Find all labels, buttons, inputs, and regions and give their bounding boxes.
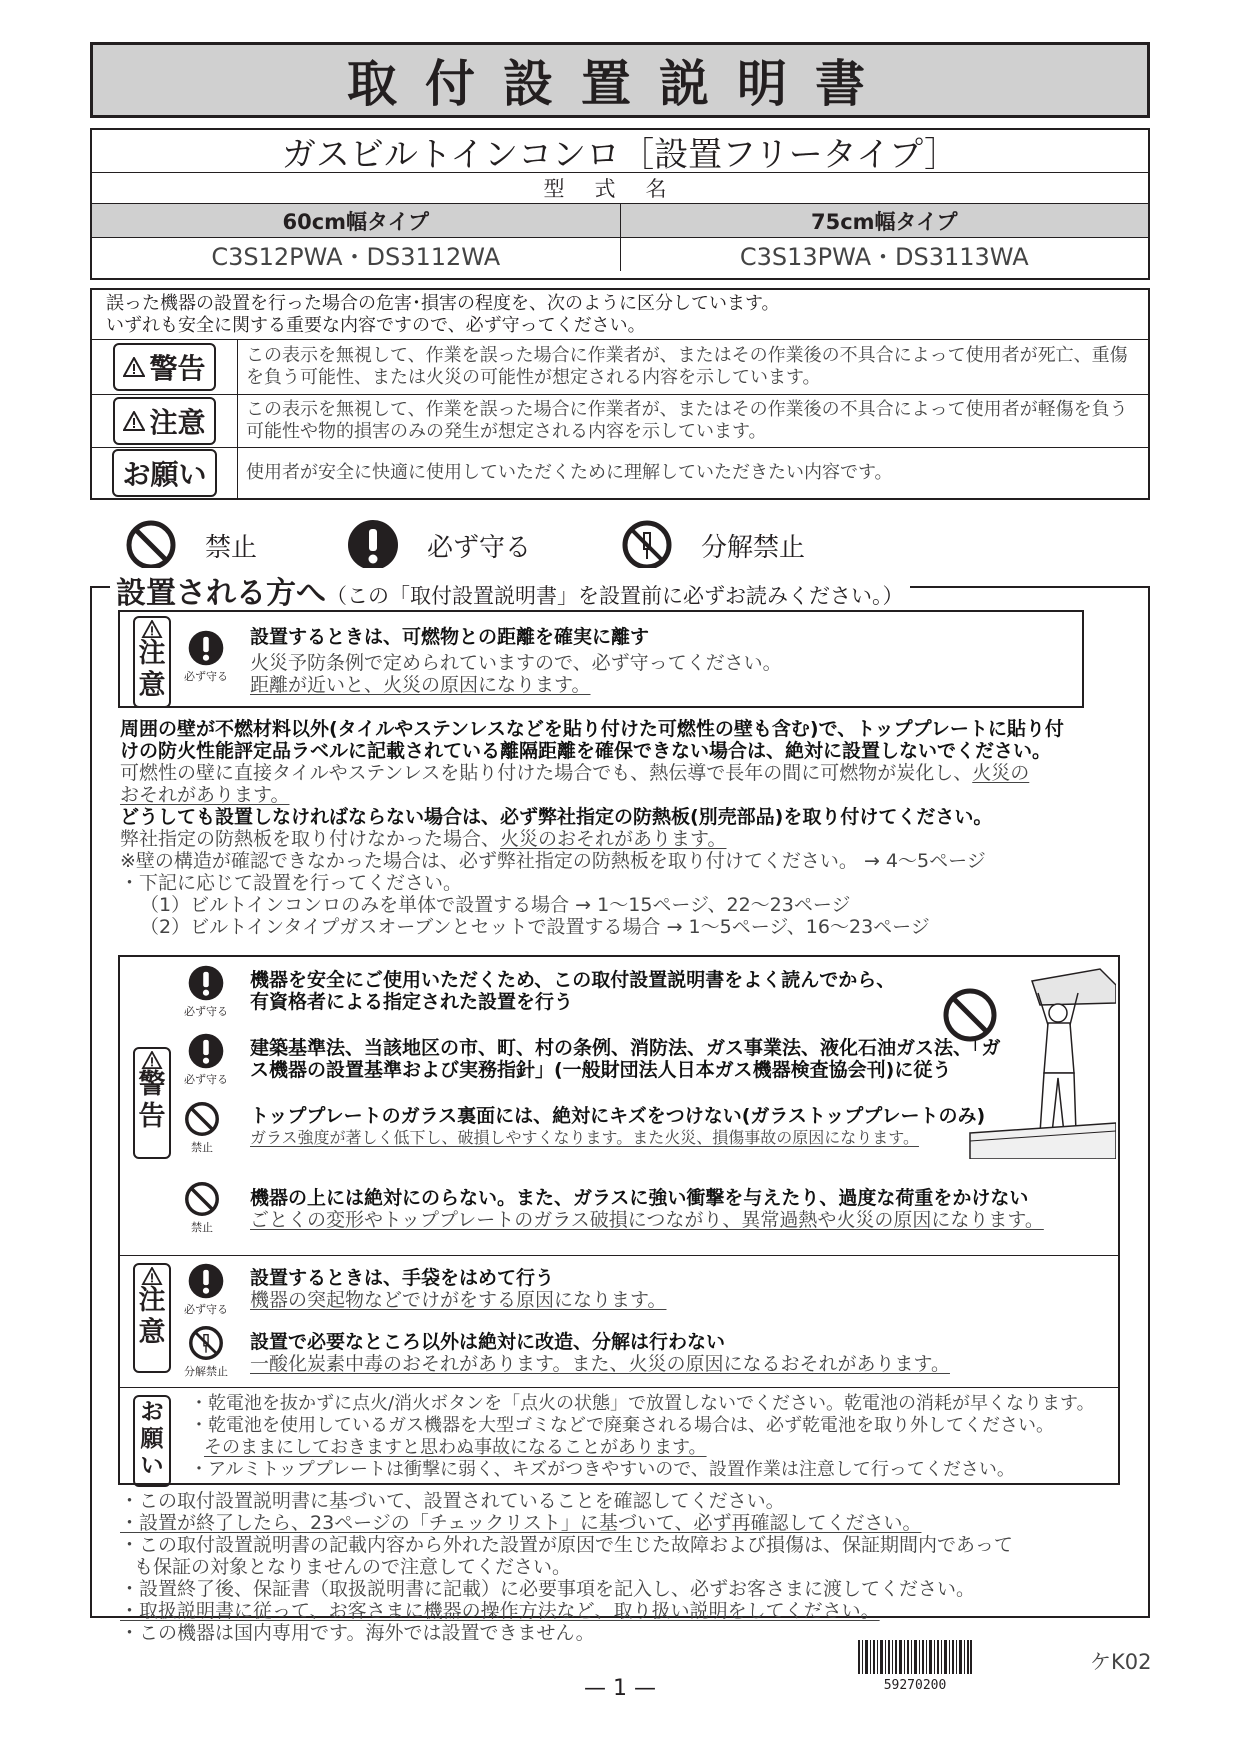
warning-item-4-line1: 機器の上には絶対にのらない。また、ガラスに強い衝撃を与えたり、過度な荷重をかけない (250, 1187, 1029, 1209)
page-number: — 1 — (584, 1676, 656, 1701)
icon-caption: 分解禁止 (184, 1365, 228, 1378)
warning-description: この表示を無視して、作業を誤った場合に作業者が、またはその作業後の不具合によって使用者が死亡、重傷を負う可能性、または火災の可能性が想定される内容を示しています。 (246, 345, 1128, 388)
divider (120, 1387, 1118, 1388)
type-60-models: C3S12PWA・DS3112WA (92, 238, 621, 271)
label-char: 注 (138, 1285, 166, 1316)
wall-note: ※壁の構造が確認できなかった場合は、必ず弊社指定の防熱板を取り付けてください。 → 4〜5ページ (120, 850, 986, 872)
prohibited-icon (184, 1181, 220, 1217)
request-label: お願い (112, 449, 216, 497)
wall-bold-line2: けの防火性能評定品ラベルに記載されている離隔距離を確保できない場合は、絶対に設置しないでください。 (120, 740, 1052, 762)
legend-intro-line2: いずれも安全に関する重要な内容ですので、必ず守ってください。 (106, 315, 646, 336)
note-item: ・設置終了後、保証書（取扱説明書に記載）に必要事項を記入し、必ずお客さまに渡してください。 (120, 1578, 976, 1600)
note-item: ・設置が終了したら、23ページの「チェックリスト」に基づいて、必ず再確認してください。 (120, 1512, 922, 1534)
legend-intro-line1: 誤った機器の設置を行った場合の危害･損害の程度を、次のように区分しています。 (106, 293, 780, 314)
request-description: 使用者が安全に快適に使用していただくために理解していただきたい内容です。 (246, 462, 893, 483)
warning-item-1 (250, 969, 970, 1013)
caution-triangle-icon (141, 620, 163, 638)
legend-caution-row (92, 395, 1148, 448)
note-item: ・この取付設置説明書に基づいて、設置されていることを確認してください。 (120, 1490, 785, 1512)
wall-gray-line1-text: 可燃性の壁に直接タイルやステンレスを貼り付けた場合でも、熱伝導で長年の間に可燃物が炭化し、 (120, 762, 973, 784)
request-line4: ・アルミトッププレートは衝撃に弱く、キズがつきやすいので、設置作業は注意して行ってください。 (190, 1459, 1015, 1480)
warning-item-3-icon (184, 1101, 220, 1155)
prohibited-icon (184, 1101, 220, 1137)
symbol-prohibited (125, 519, 257, 571)
caution-vertical-label (133, 1263, 171, 1373)
caution-triangle-icon (141, 1267, 163, 1285)
label-char: お (140, 1399, 164, 1425)
caution-item-1-icon (184, 1263, 228, 1317)
warning-triangle-icon (141, 1051, 163, 1069)
symbol-prohibited-label: 禁止 (205, 532, 258, 563)
note-item: ・この機器は国内専用です。海外では設置できません。 (120, 1622, 595, 1644)
legend-request-row (92, 448, 1148, 498)
barcode-graphic (858, 1640, 972, 1674)
wall-case2: （2）ビルトインタイプガスオーブンとセットで設置する場合 → 1〜5ページ、16〜23ページ (140, 916, 930, 938)
caution-vertical-label (133, 616, 171, 708)
legend-intro (92, 290, 1148, 340)
mandatory-icon (188, 1033, 224, 1069)
warning-item-4-line2: ごとくの変形やトッププレートのガラス破損につながり、異常過熱や火災の原因になります。 (250, 1209, 1044, 1231)
barcode-number: 59270200 (883, 1678, 947, 1693)
warning-label (113, 343, 215, 391)
caution-distance-box (118, 610, 1084, 708)
document-code: ケK02 (1090, 1650, 1152, 1674)
closing-notes (120, 1490, 1140, 1644)
symbol-no-disassembly (621, 519, 805, 571)
caution-label-text: 注意 (149, 406, 206, 439)
caution-distance-heading: 設置するときは、可燃物との距離を確実に離す (250, 626, 650, 648)
icon-caption: 禁止 (191, 1221, 213, 1234)
wall-follow: ・下記に応じて設置を行ってください。 (120, 872, 463, 894)
icon-caption: 必ず守る (184, 1073, 228, 1086)
request-line2: ・乾電池を使用しているガス機器を大型ゴミなどで廃棄される場合は、必ず乾電池を取り外してください。 (190, 1415, 1054, 1436)
type-60-label: 60cm幅タイプ (92, 204, 621, 237)
type-75-label: 75cm幅タイプ (810, 209, 958, 234)
label-char: 意 (138, 670, 166, 701)
warning-label-text: 警告 (149, 352, 206, 385)
wall-bold-line3: どうしても設置しなければならない場合は、必ず弊社指定の防熱板(別売部品)を取り付けてください。 (120, 806, 993, 828)
no-disassembly-icon (621, 519, 673, 571)
wall-gray-line1-underlined: 火災の (972, 762, 1030, 784)
warning-item-2-line1: 建築基準法、当該地区の市、町、村の条例、消防法、ガス事業法、液化石油ガス法、「ガ (250, 1037, 1001, 1059)
caution-distance-text (250, 626, 1070, 696)
no-standing-on-cooktop-illustration (940, 963, 1116, 1159)
symbol-legend (125, 518, 1025, 572)
caution-item-1-line1: 設置するときは、手袋をはめて行う (250, 1267, 555, 1289)
caution-label (113, 397, 215, 445)
legend-warning-row (92, 340, 1148, 395)
symbol-mandatory (347, 519, 531, 571)
label-char: 注 (138, 638, 166, 669)
warning-item-1-line1: 機器を安全にご使用いただくため、この取付設置説明書をよく読んでから、 (250, 969, 896, 991)
warning-item-2-line2: ス機器の設置基準および実務指針」(一般財団法人日本ガス機器検査協会刊)に従う (250, 1059, 952, 1081)
icon-caption: 必ず守る (184, 670, 228, 683)
mandatory-icon-group (184, 630, 228, 684)
label-char: 願 (140, 1426, 164, 1452)
caution-triangle-icon (123, 411, 145, 431)
section-subtitle: （この「取付設置説明書」を設置前に必ずお読みください。） (326, 584, 904, 608)
model-label: 型式名 (92, 173, 1148, 204)
warning-item-4 (250, 1187, 1110, 1231)
model-table (90, 128, 1150, 280)
label-char: い (140, 1453, 164, 1479)
section-heading (110, 568, 910, 612)
severity-legend (90, 288, 1150, 500)
wall-gray-line3-text: 弊社指定の防熱板を取り付けなかった場合、 (120, 828, 501, 850)
wall-gray-line2: おそれがあります。 (120, 784, 290, 806)
warning-item-4-icon (184, 1181, 220, 1235)
icon-caption: 必ず守る (184, 1303, 228, 1316)
document-title-box (90, 42, 1150, 118)
warning-item-3-line2: ガラス強度が著しく低下し、破損しやすくなります。また火災、損傷事故の原因になります。 (250, 1128, 919, 1147)
caution-item-2-line1: 設置で必要なところ以外は絶対に改造、分解は行わない (250, 1331, 726, 1353)
warning-vertical-label (133, 1047, 171, 1159)
barcode (858, 1640, 972, 1693)
warning-triangle-icon (123, 357, 145, 377)
symbol-no-disassembly-label: 分解禁止 (701, 532, 806, 563)
wall-gray-line1 (120, 762, 1140, 784)
request-line3: そのままにしておきますと思わぬ事故になることがあります。 (204, 1437, 707, 1458)
note-item: ・この取付設置説明書の記載内容から外れた設置が原因で生じた故障および損傷は、保証期間内であって (120, 1534, 1013, 1556)
mandatory-icon (188, 1263, 224, 1299)
mandatory-icon (188, 965, 224, 1001)
icon-caption: 必ず守る (184, 1005, 228, 1018)
warning-item-2-icon (184, 1033, 228, 1087)
document-title: 取付設置説明書 (347, 55, 893, 113)
symbol-mandatory-label: 必ず守る (427, 532, 532, 563)
caution-item-2 (250, 1331, 1070, 1375)
no-disassembly-icon (188, 1325, 224, 1361)
divider (120, 1255, 1118, 1256)
caution-item-1 (250, 1267, 1070, 1311)
label-char: 警 (138, 1069, 166, 1100)
request-items (190, 1393, 1110, 1481)
mandatory-icon (347, 519, 399, 571)
warning-item-1-line2: 有資格者による指定された設置を行う (250, 991, 574, 1013)
caution-description: この表示を無視して、作業を誤った場合に作業者が、またはその作業後の不具合によって使用者が軽傷を負う可能性や物的損害のみの発生が想定される内容を示しています。 (246, 399, 1128, 442)
wall-gray-line3 (120, 828, 1140, 850)
caution-item-2-line2: 一酸化炭素中毒のおそれがあります。また、火災の原因になるおそれがあります。 (250, 1353, 950, 1375)
note-item: も保証の対象となりませんので注意してください。 (134, 1556, 572, 1578)
caution-item-1-line2: 機器の突起物などでけがをする原因になります。 (250, 1289, 667, 1311)
type-75-models: C3S13PWA・DS3113WA (739, 243, 1029, 271)
wall-case1: （1）ビルトインコンロのみを単体で設置する場合 → 1〜15ページ、22〜23ページ (140, 894, 851, 916)
warning-item-1-icon (184, 965, 228, 1019)
mandatory-icon (188, 630, 224, 666)
warning-item-3-line1: トッププレートのガラス裏面には、絶対にキズをつけない(ガラストッププレートのみ) (250, 1105, 986, 1127)
section-title: 設置される方へ (116, 576, 326, 611)
caution-distance-line2: 距離が近いと、火災の原因になります。 (250, 674, 591, 696)
request-vertical-label (133, 1395, 171, 1487)
caution-distance-line1: 火災予防条例で定められていますので、必ず守ってください。 (250, 652, 782, 674)
caution-item-2-icon (184, 1325, 228, 1379)
safety-items-box (118, 955, 1120, 1485)
wall-bold-line1: 周囲の壁が不燃材料以外(タイルやステンレスなどを貼り付けた可燃性の壁も含む)で、トッププレートに貼り付 (120, 718, 1064, 740)
wall-instructions (120, 718, 1140, 938)
icon-caption: 禁止 (191, 1141, 213, 1154)
prohibited-icon (125, 519, 177, 571)
note-item: ・取扱説明書に従って、お客さまに機器の操作方法など、取り扱い説明をしてください。 (120, 1600, 880, 1622)
request-line1: ・乾電池を抜かずに点火/消火ボタンを「点火の状態」で放置しないでください。乾電池の消耗が早くなります。 (190, 1393, 1095, 1414)
wall-gray-line3-underlined: 火災のおそれがあります。 (500, 828, 727, 850)
label-char: 意 (138, 1317, 166, 1348)
product-name: ガスビルトインコンロ［設置フリータイプ］ (92, 130, 1148, 173)
label-char: 告 (138, 1101, 166, 1132)
